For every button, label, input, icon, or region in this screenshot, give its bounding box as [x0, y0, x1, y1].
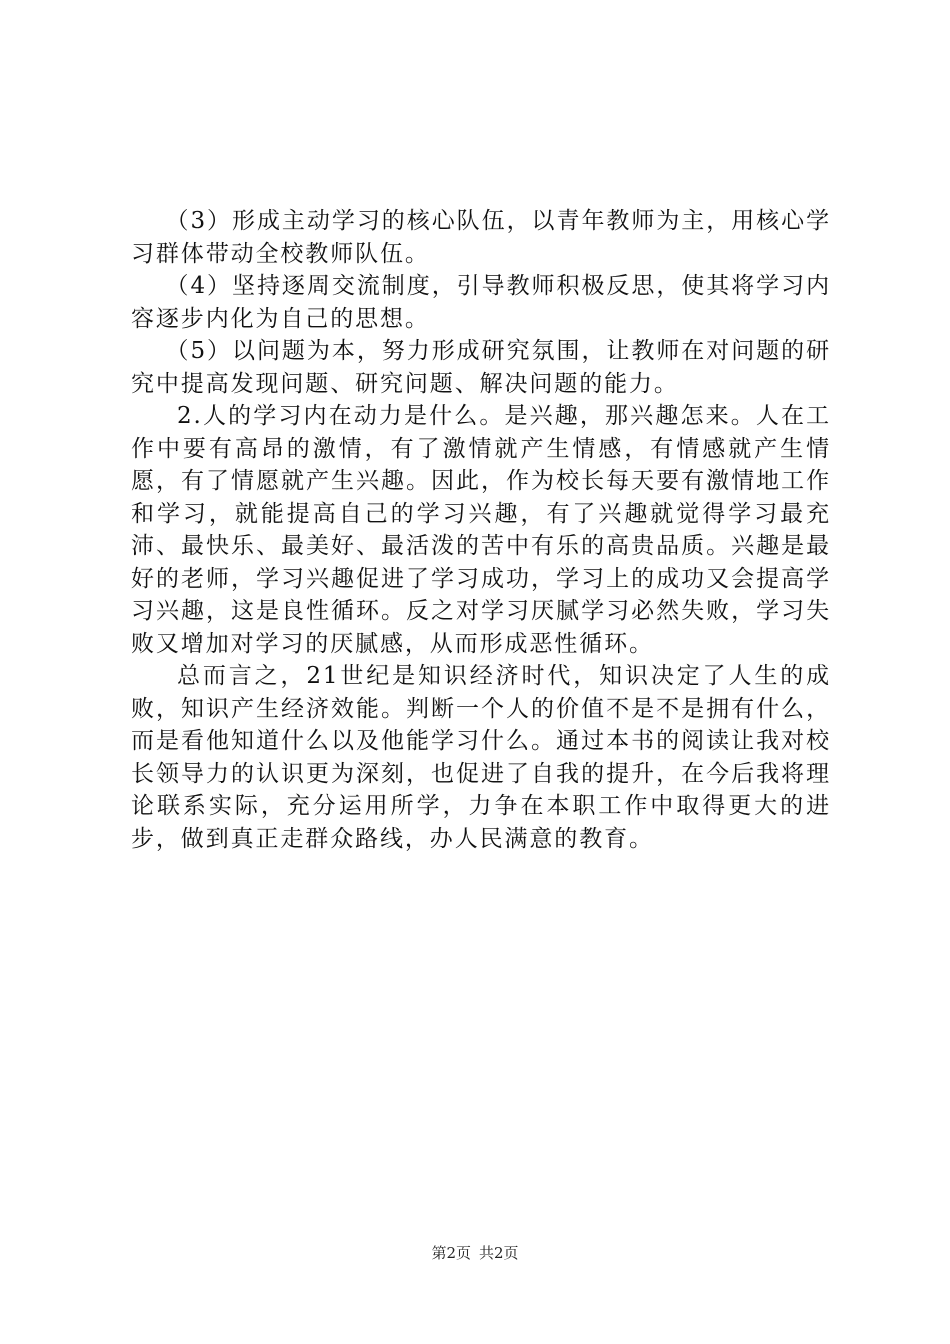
- paragraph-section-2: 2.人的学习内在动力是什么。是兴趣，那兴趣怎来。人在工作中要有高昂的激情，有了激情就产生情感，有情感就产生情愿，有了情愿就产生兴趣。因此，作为校长每天要有激情地工作和学习，就能提高自己的学习兴趣，有了兴趣就觉得学习最充沛、最快乐、最美好、最活泼的苦中有乐的高贵品质。兴趣是最好的老师，学习兴趣促进了学习成功，学习上的成功又会提高学习兴趣，这是良性循环。反之对学习厌腻学习必然失败，学习失败又增加对学习的厌腻感，从而形成恶性循环。: [131, 403, 831, 657]
- document-body: [131, 205, 831, 855]
- paragraph-item-5: （5）以问题为本，努力形成研究氛围，让教师在对问题的研究中提高发现问题、研究问题、解决问题的能力。: [131, 338, 831, 397]
- page-total: 共2页: [479, 1244, 519, 1262]
- page-footer: [0, 1243, 950, 1263]
- page-number: 第2页: [431, 1244, 471, 1262]
- paragraph-item-4: （4）坚持逐周交流制度，引导教师积极反思，使其将学习内容逐步内化为自己的思想。: [131, 273, 831, 332]
- paragraph-item-3: （3）形成主动学习的核心队伍，以青年教师为主，用核心学习群体带动全校教师队伍。: [131, 208, 831, 267]
- paragraph-conclusion: 总而言之，21世纪是知识经济时代，知识决定了人生的成败，知识产生经济效能。判断一个人的价值不是不是拥有什么，而是看他知道什么以及他能学习什么。通过本书的阅读让我对校长领导力的认识更为深刻，也促进了自我的提升，在今后我将理论联系实际，充分运用所学，力争在本职工作中取得更大的进步，做到真正走群众路线，办人民满意的教育。: [131, 663, 831, 852]
